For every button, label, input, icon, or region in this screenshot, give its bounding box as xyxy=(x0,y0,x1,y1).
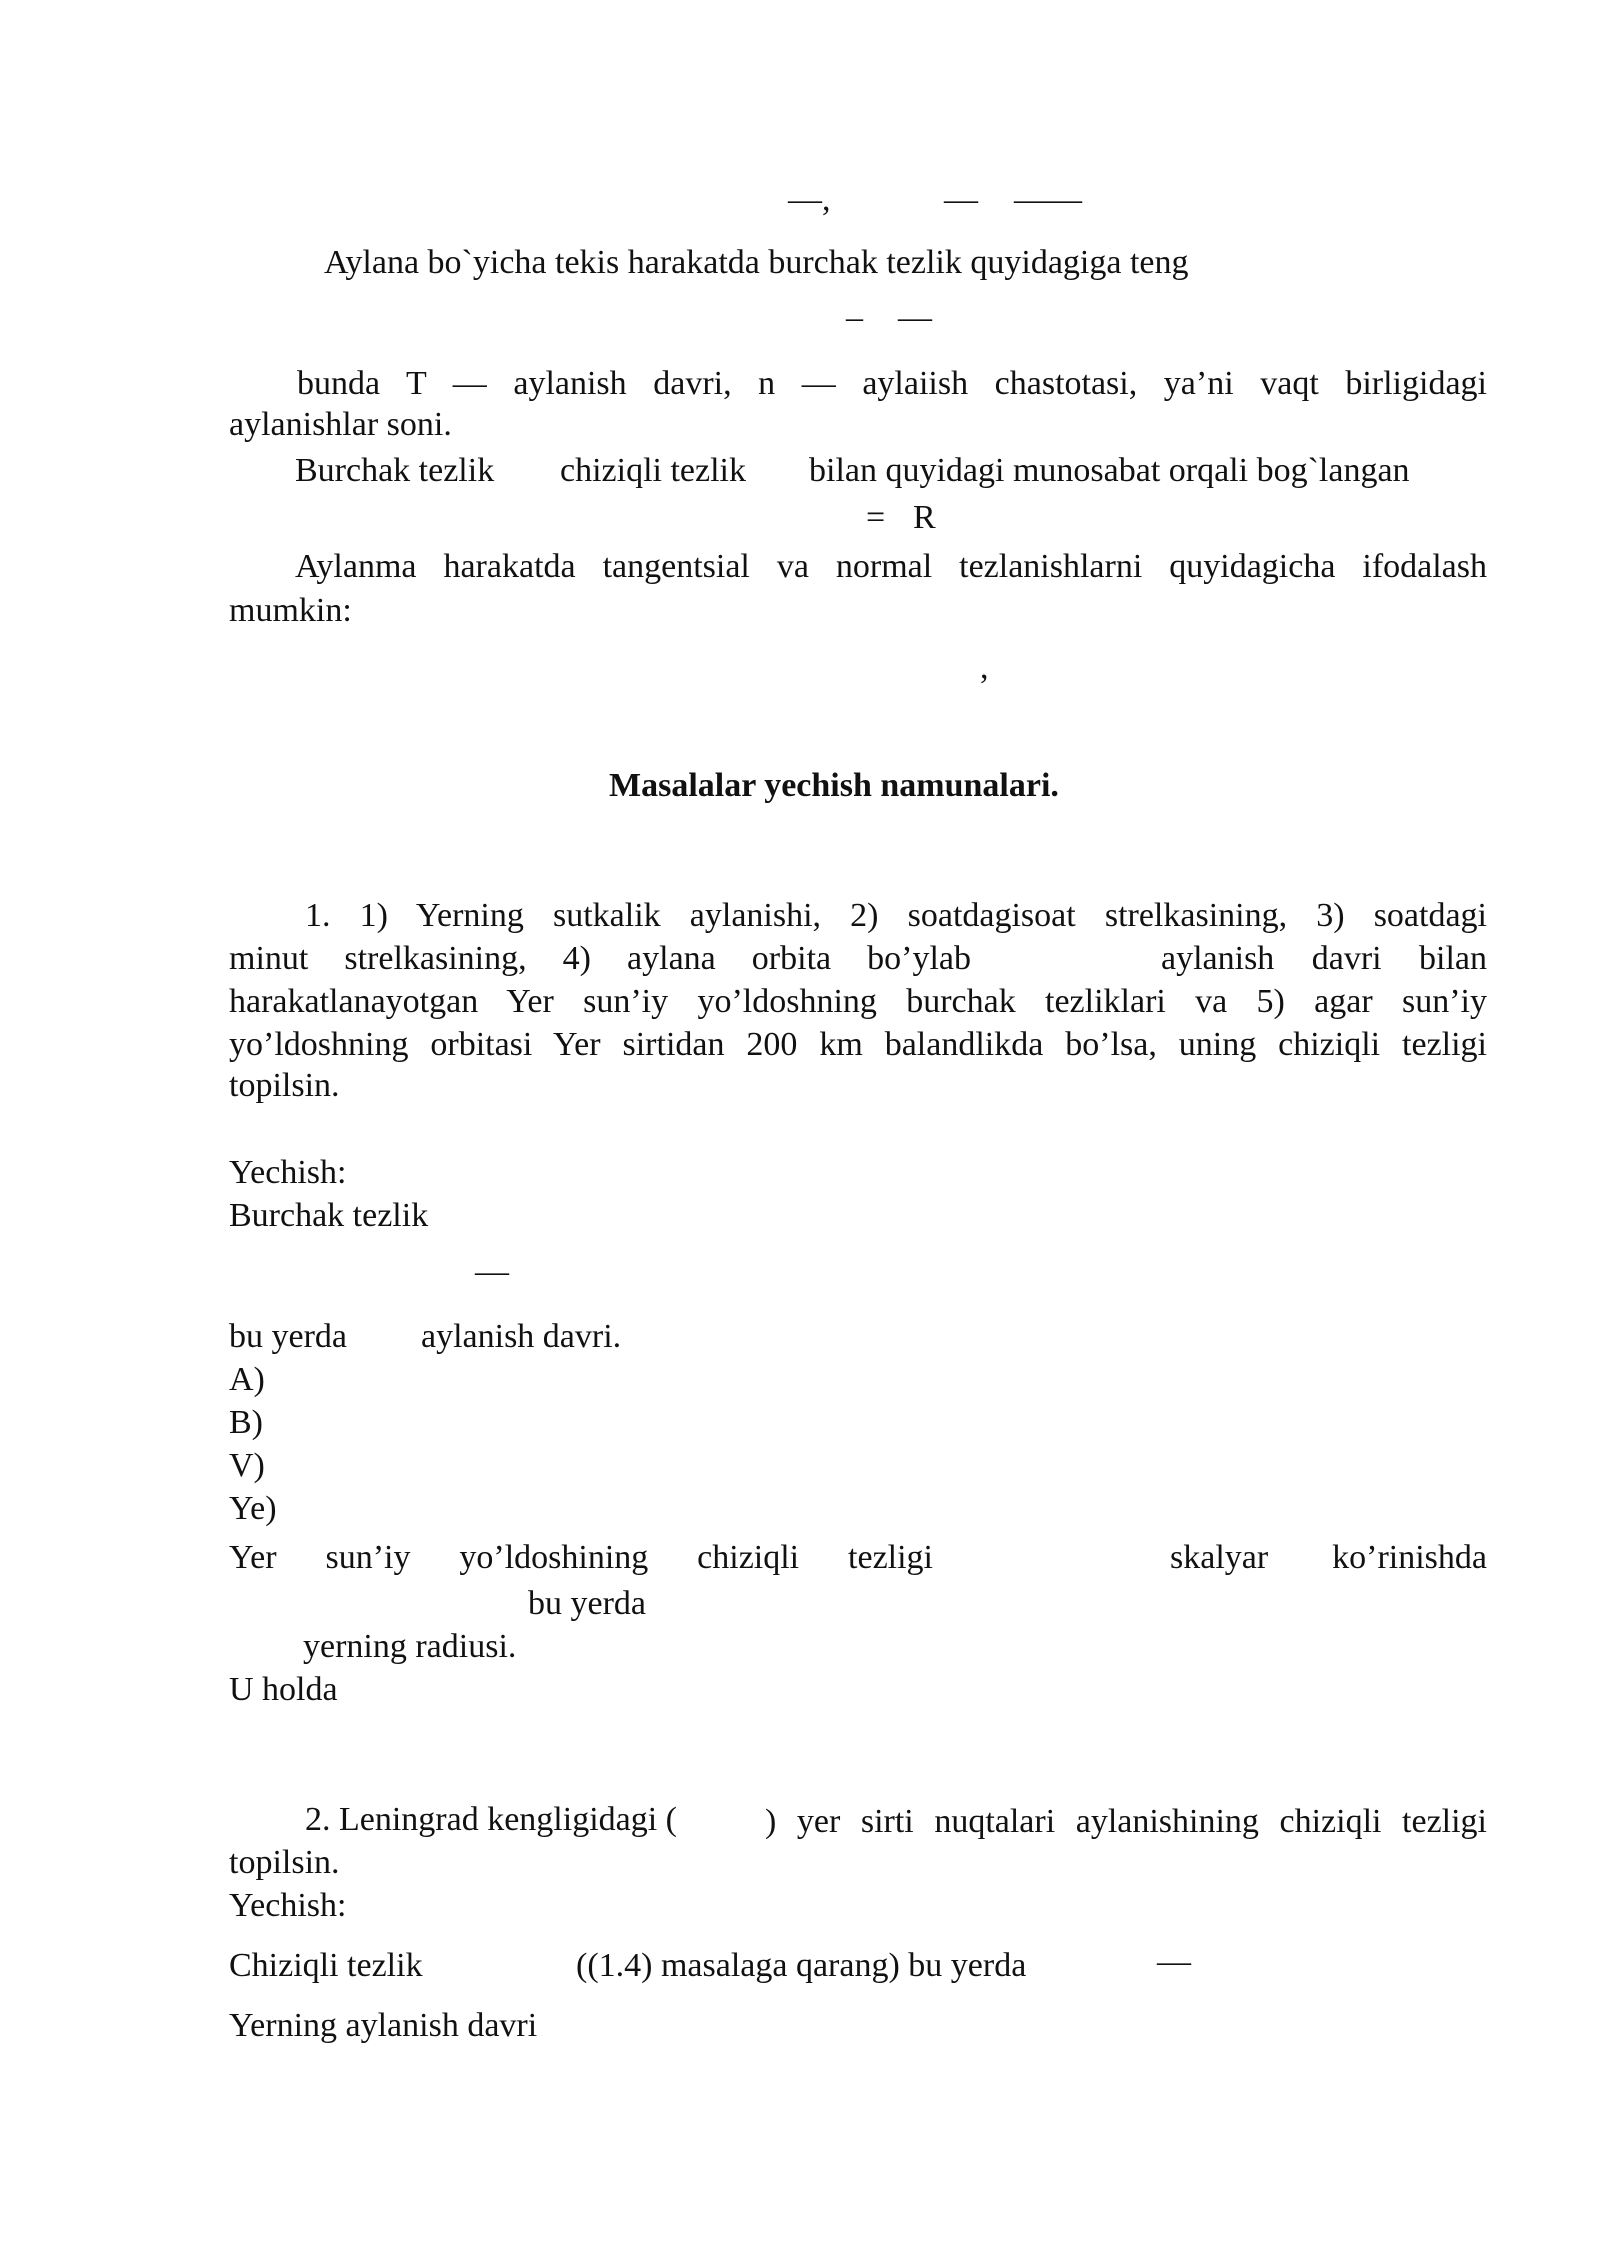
section-title: Masalalar yechish namunalari. xyxy=(609,767,1059,804)
yer-line-b: skalyar ko’rinishda xyxy=(1170,1539,1487,1576)
masalaga-reference: ((1.4) masalaga qarang) bu yerda xyxy=(576,1947,1027,1984)
formula-fragment: — xyxy=(475,1253,509,1290)
aylanma-line-2: mumkin: xyxy=(229,592,352,629)
bu-yerda-label: bu yerda xyxy=(528,1585,647,1622)
u-holda-label: U holda xyxy=(229,1671,338,1708)
formula-r: R xyxy=(913,499,936,536)
problem1-line-3: harakatlanayotgan Yer sun’iy yo’ldoshning burchak tezliklari va 5) agar sun’iy xyxy=(229,983,1487,1020)
list-item: Ye) xyxy=(229,1490,277,1527)
solution-heading: Yechish: xyxy=(229,1154,347,1191)
intro-line: Aylana bo`yicha tekis harakatda burchak tezlik quyidagiga teng xyxy=(324,244,1189,281)
aylanma-line-1: Aylanma harakatda tangentsial va normal tezlanishlarni quyidagicha ifodalash xyxy=(295,548,1487,585)
bunda-line-2: aylanishlar soni. xyxy=(229,406,452,443)
problem1-line-2a: minut strelkasining, 4) aylana orbita bo’ylab xyxy=(229,940,971,977)
chiziqli-tezlik-label: Chiziqli tezlik xyxy=(229,1947,423,1984)
solution-heading: Yechish: xyxy=(229,1887,347,1924)
problem2-line-1a: 2. Leningrad kengligidagi ( xyxy=(305,1801,678,1838)
bu-yerda-label: bu yerda xyxy=(229,1318,348,1355)
burchak-relation-part2: chiziqli tezlik xyxy=(560,452,746,489)
formula-fragment: — xyxy=(898,299,932,336)
problem2-line-1b: ) yer sirti nuqtalari aylanishining chiziqli tezligi xyxy=(765,1803,1487,1840)
bunda-line-1: bunda T — aylanish davri, n — aylaiish chastotasi, ya’ni vaqt birligidagi xyxy=(297,365,1487,402)
problem1-line-4: yo’ldoshning orbitasi Yer sirtidan 200 km balandlikda bo’lsa, uning chiziqli tezligi xyxy=(229,1026,1487,1063)
formula-comma: , xyxy=(980,649,989,686)
formula-equals: = xyxy=(866,499,886,536)
list-item: A) xyxy=(229,1361,265,1398)
formula-fragment: — xyxy=(1157,1943,1191,1980)
problem1-line-1: 1. 1) Yerning sutkalik aylanishi, 2) soatdagisoat strelkasining, 3) soatdagi xyxy=(305,897,1487,934)
problem2-line-2: topilsin. xyxy=(229,1844,340,1881)
aylanish-davri-label: aylanish davri. xyxy=(421,1318,622,1355)
list-item: V) xyxy=(229,1447,265,1484)
burchak-relation-part3: bilan quyidagi munosabat orqali bog`langan xyxy=(809,452,1410,489)
problem1-line-2b: aylanish davri bilan xyxy=(1161,940,1487,977)
radius-label: yerning radiusi. xyxy=(303,1628,517,1665)
formula-fragment: – xyxy=(846,299,863,336)
burchak-relation-part1: Burchak tezlik xyxy=(295,452,495,489)
list-item: B) xyxy=(229,1404,263,1441)
formula-fragment: —— xyxy=(1014,181,1082,218)
formula-fragment: — xyxy=(944,181,978,218)
yer-line-a: Yer sun’iy yo’ldoshining chiziqli tezligi xyxy=(229,1539,933,1576)
burchak-tezlik-label: Burchak tezlik xyxy=(229,1197,429,1234)
yerning-davri-label: Yerning aylanish davri xyxy=(229,2007,538,2044)
problem1-line-5: topilsin. xyxy=(229,1067,340,1104)
formula-fragment: —, xyxy=(788,181,831,218)
